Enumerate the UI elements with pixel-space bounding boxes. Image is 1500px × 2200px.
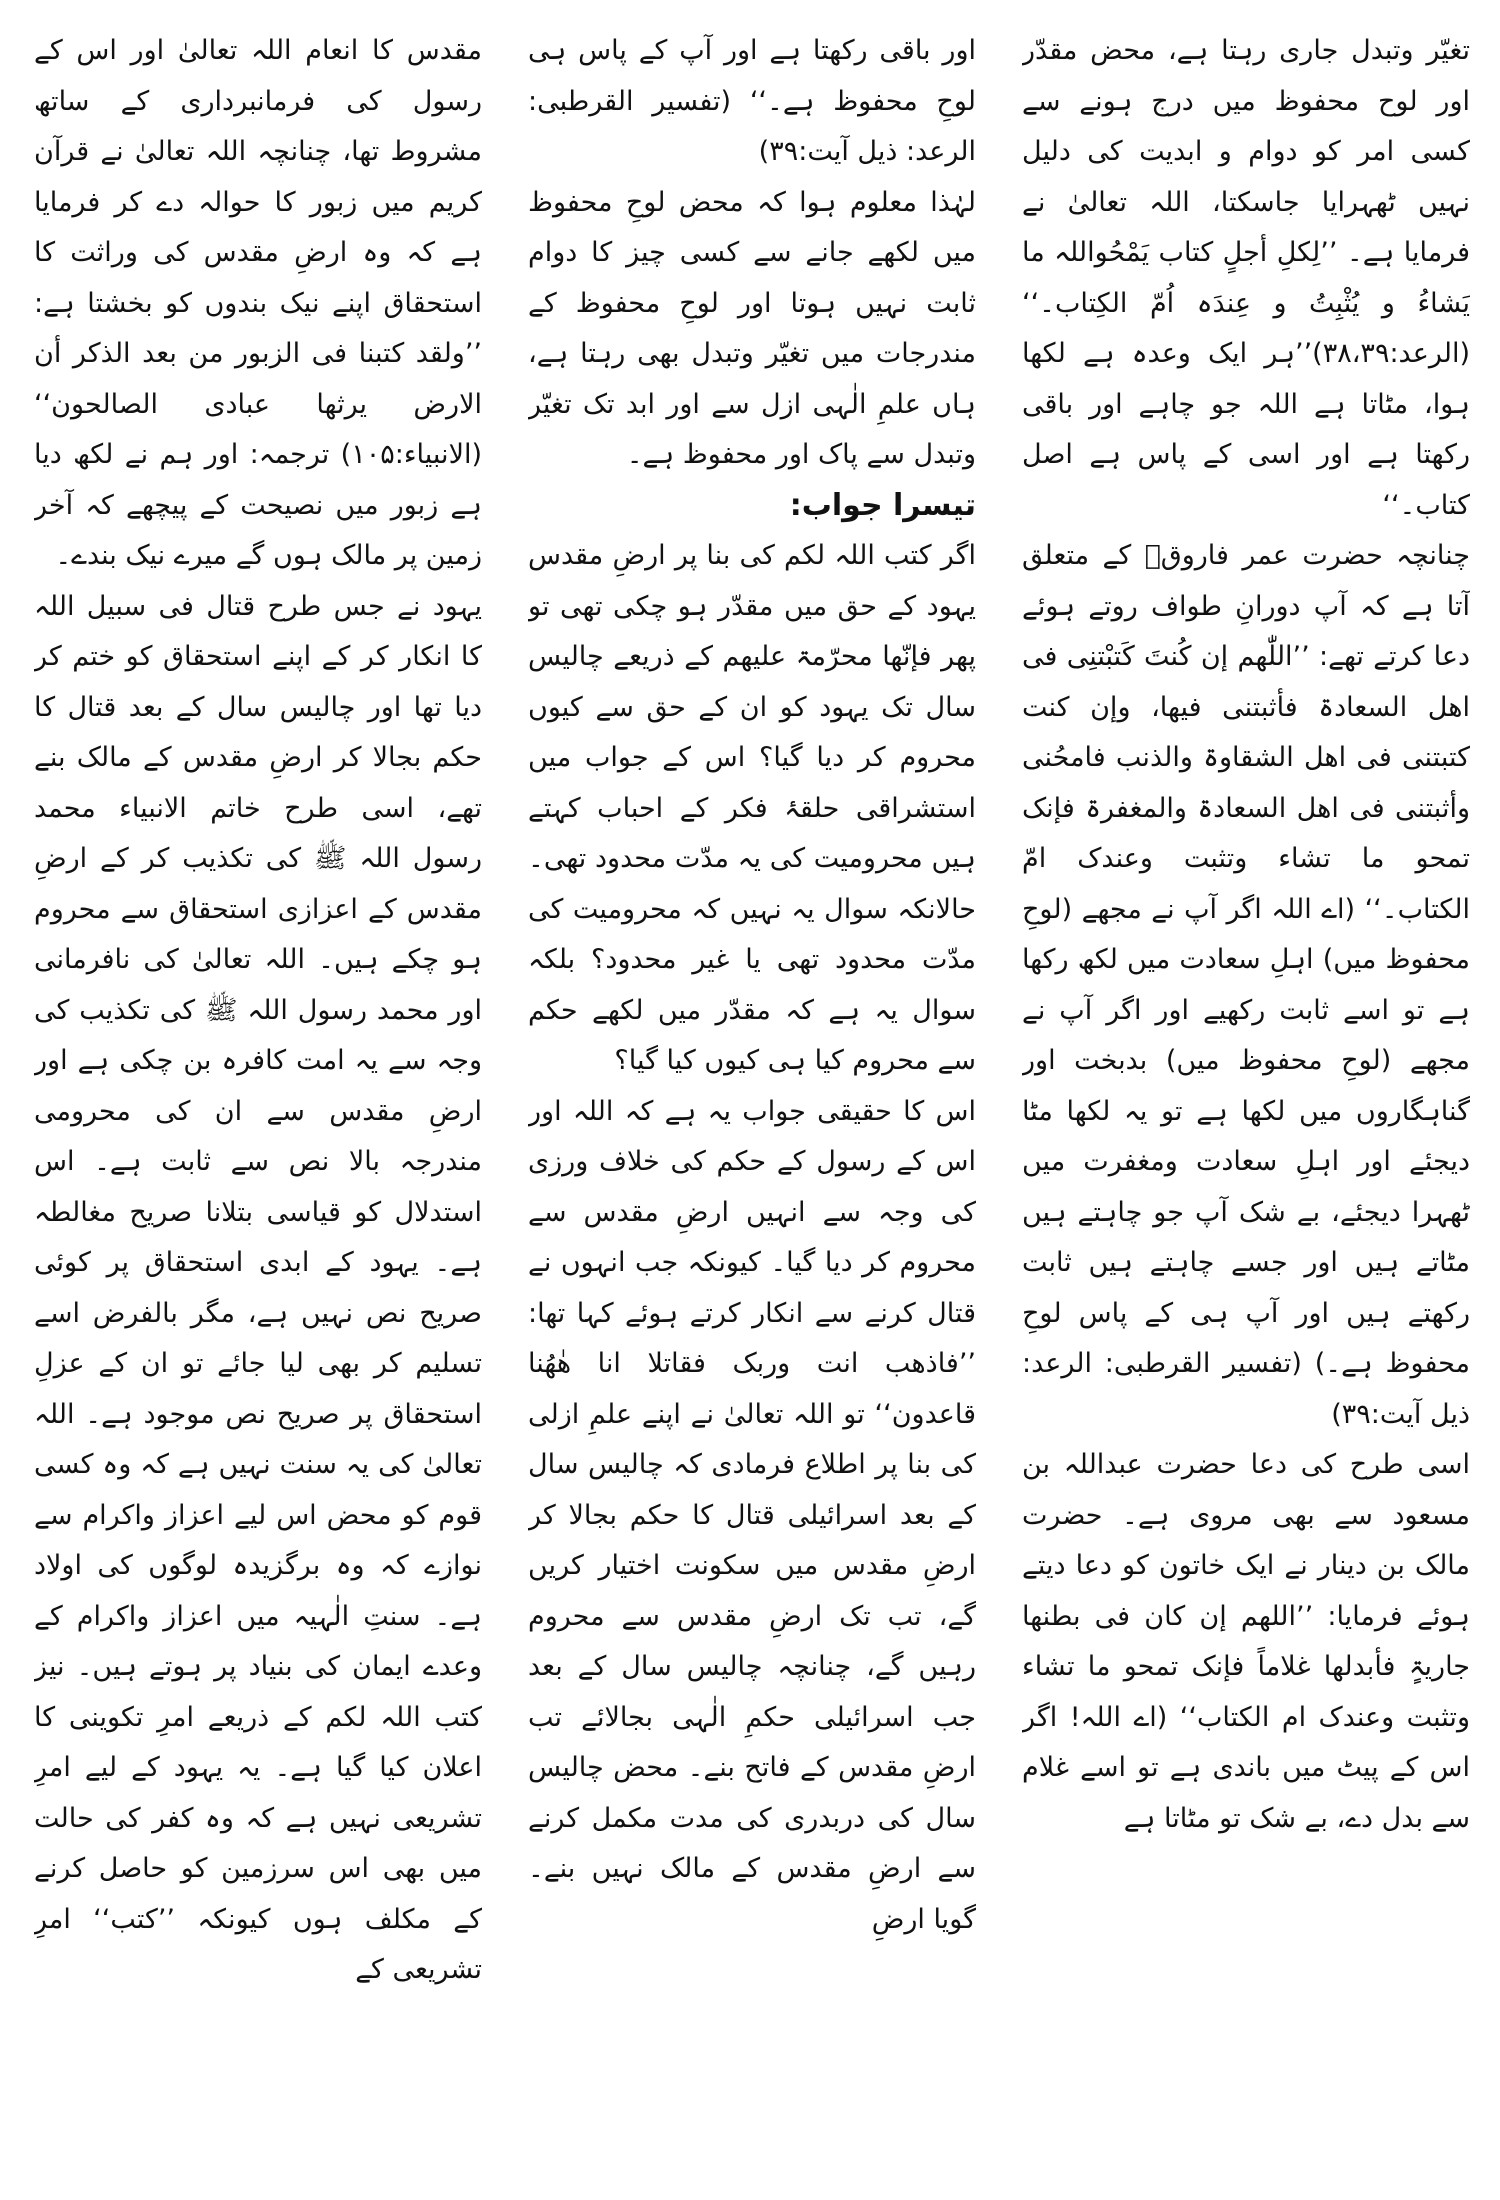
paragraph: تغیّر وتبدل جاری رہتا ہے، محض مقدّر اور لوح محفوظ میں درج ہونے سے کسی امر کو دوام و ابدیت کی دلیل نہیں ٹھہرایا جاسکتا، اللہ تعالیٰ نے فرمایا ہے۔ ’’لِکلِ أجلٍ کتاب یَمْحُواللہ ما یَشاءُ و یُثْبِتُ و عِندَہ اُمّ الکِتاب۔‘‘ (الرعد:۳۸،۳۹)’’ہر ایک وعدہ ہے لکھا ہوا، مٹاتا ہے اللہ جو چاہے اور باقی رکھتا ہے اور اسی کے پاس ہے اصل کتاب۔‘‘: [1022, 35, 1470, 521]
document-page: [34, 26, 1470, 2176]
paragraph: اسی طرح کی دعا حضرت عبداللہ بن مسعود سے بھی مروی ہے۔ حضرت مالک بن دینار نے ایک خاتون کو دعا دیتے ہوئے فرمایا: ’’اللھم إن کان فی بطنھا جاریۃٍ فأبدلھا غلاماً فإنک تمحو ما تشاء وتثبت وعندک ام الکتاب‘‘ (اے اللہ! اگر اس کے پیٹ میں باندی ہے تو اسے غلام سے بدل دے، بے شک تو مٹاتا ہے: [1022, 1449, 1470, 1834]
text-column-left: [34, 26, 482, 2176]
section-heading: تیسرا جواب:: [789, 487, 976, 523]
paragraph: مقدس کا انعام اللہ تعالیٰ اور اس کے رسول کی فرمانبرداری کے ساتھ مشروط تھا، چنانچہ اللہ تعالیٰ نے قرآن کریم میں زبور کا حوالہ دے کر فرمایا ہے کہ وہ ارضِ مقدس کی وراثت کا استحقاق اپنے نیک بندوں کو بخشتا ہے: ’’ولقد کتبنا فی الزبور من بعد الذکر أن الارض یرثھا عبادی الصالحون‘‘ (الانبیاء:۱۰۵) ترجمہ: اور ہم نے لکھ دیا ہے زبور میں نصیحت کے پیچھے کہ آخر زمین پر مالک ہوں گے میرے نیک بندے۔: [34, 35, 482, 571]
paragraph: لہٰذا معلوم ہوا کہ محض لوحِ محفوظ میں لکھے جانے سے کسی چیز کا دوام ثابت نہیں ہوتا اور لوحِ محفوظ کے مندرجات میں تغیّر وتبدل بھی رہتا ہے، ہاں علمِ الٰہی ازل سے اور ابد تک تغیّر وتبدل سے پاک اور محفوظ ہے۔: [528, 186, 976, 470]
paragraph: اگر کتب اللہ لکم کی بنا پر ارضِ مقدس یہود کے حق میں مقدّر ہو چکی تھی تو پھر فإنّھا محرّمۃ علیھم کے ذریعے چالیس سال تک یہود کو ان کے حق سے کیوں محروم کر دیا گیا؟ اس کے جواب میں استشراقی حلقۂ فکر کے احباب کہتے ہیں محرومیت کی یہ مدّت محدود تھی۔ حالانکہ سوال یہ نہیں کہ محرومیت کی مدّت محدود تھی یا غیر محدود؟ بلکہ سوال یہ ہے کہ مقدّر میں لکھے حکم سے محروم کیا ہی کیوں کیا گیا؟: [528, 540, 976, 1076]
paragraph: یہود نے جس طرح قتال فی سبیل اللہ کا انکار کر کے اپنے استحقاق کو ختم کر دیا تھا اور چالیس سال کے بعد قتال کا حکم بجالا کر ارضِ مقدس کے مالک بنے تھے، اسی طرح خاتم الانبیاء محمد رسول اللہ ﷺ کی تکذیب کر کے ارضِ مقدس کے اعزازی استحقاق سے محروم ہو چکے ہیں۔ اللہ تعالیٰ کی نافرمانی اور محمد رسول اللہ ﷺ کی تکذیب کی وجہ سے یہ امت کافرہ بن چکی ہے اور ارضِ مقدس سے ان کی محرومی مندرجہ بالا نص سے ثابت ہے۔ اس استدلال کو قیاسی بتلانا صریح مغالطہ ہے۔ یہود کے ابدی استحقاق پر کوئی صریح نص نہیں ہے، مگر بالفرض اسے تسلیم کر بھی لیا جائے تو ان کے عزلِ استحقاق پر صریح نص موجود ہے۔ اللہ تعالیٰ کی یہ سنت نہیں ہے کہ وہ کسی قوم کو محض اس لیے اعزاز واکرام سے نوازے کہ وہ برگزیدہ لوگوں کی اولاد ہے۔ سنتِ الٰہیہ میں اعزاز واکرام کے وعدے ایمان کی بنیاد پر ہوتے ہیں۔ نیز کتب اللہ لکم کے ذریعے امرِ تکوینی کا اعلان کیا گیا ہے۔ یہ یہود کے لیے امرِ تشریعی نہیں ہے کہ وہ کفر کی حالت میں بھی اس سرزمین کو حاصل کرنے کے مکلف ہوں کیونکہ ’’کتب‘‘ امرِ تشریعی کے: [34, 590, 482, 1985]
paragraph: اور باقی رکھتا ہے اور آپ کے پاس ہی لوحِ محفوظ ہے۔‘‘ (تفسیر القرطبی: الرعد: ذیل آیت:۳۹): [528, 35, 976, 167]
text-column-middle: [528, 26, 976, 2176]
paragraph: اس کا حقیقی جواب یہ ہے کہ اللہ اور اس کے رسول کے حکم کی خلاف ورزی کی وجہ سے انہیں ارضِ مقدس سے محروم کر دیا گیا۔ کیونکہ جب انہوں نے قتال کرنے سے انکار کرتے ہوئے کہا تھا: ’’فاذھب انت وربک فقاتلا انا ھٰھُنا قاعدون‘‘ تو اللہ تعالیٰ نے اپنے علمِ ازلی کی بنا پر اطلاع فرمادی کہ چالیس سال کے بعد اسرائیلی قتال کا حکم بجالا کر ارضِ مقدس میں سکونت اختیار کریں گے، تب تک ارضِ مقدس سے محروم رہیں گے، چنانچہ چالیس سال کے بعد جب اسرائیلی حکمِ الٰہی بجالائے تب ارضِ مقدس کے فاتح بنے۔ محض چالیس سال کی دربدری کی مدت مکمل کرنے سے ارضِ مقدس کے مالک نہیں بنے۔ گویا ارضِ: [528, 1095, 976, 1935]
text-column-right: [1022, 26, 1470, 2176]
paragraph: چنانچہ حضرت عمر فاروقؓ کے متعلق آتا ہے کہ آپ دورانِ طواف روتے ہوئے دعا کرتے تھے: ’’اللّٰھم إن کُنتَ کَتبْتنِی فی اھل السعادۃ فأثبتنی فیھا، وإن کنت کتبتنی فی اھل الشقاوۃ والذنب فامحُنی وأثبتنی فی اھل السعادۃ والمغفرۃ فإنک تمحو ما تشاء وتثبت وعندک امّ الکتاب۔‘‘ (اے اللہ اگر آپ نے مجھے (لوحِ محفوظ میں) اہلِ سعادت میں لکھ رکھا ہے تو اسے ثابت رکھیے اور اگر آپ نے مجھے (لوحِ محفوظ میں) بدبخت اور گناہگاروں میں لکھا ہے تو یہ لکھا مٹا دیجئے اور اہلِ سعادت ومغفرت میں ٹھہرا دیجئے، بے شک آپ جو چاہتے ہیں مٹاتے ہیں اور جسے چاہتے ہیں ثابت رکھتے ہیں اور آپ ہی کے پاس لوحِ محفوظ ہے۔) (تفسیر القرطبی: الرعد: ذیل آیت:۳۹): [1022, 540, 1470, 1430]
